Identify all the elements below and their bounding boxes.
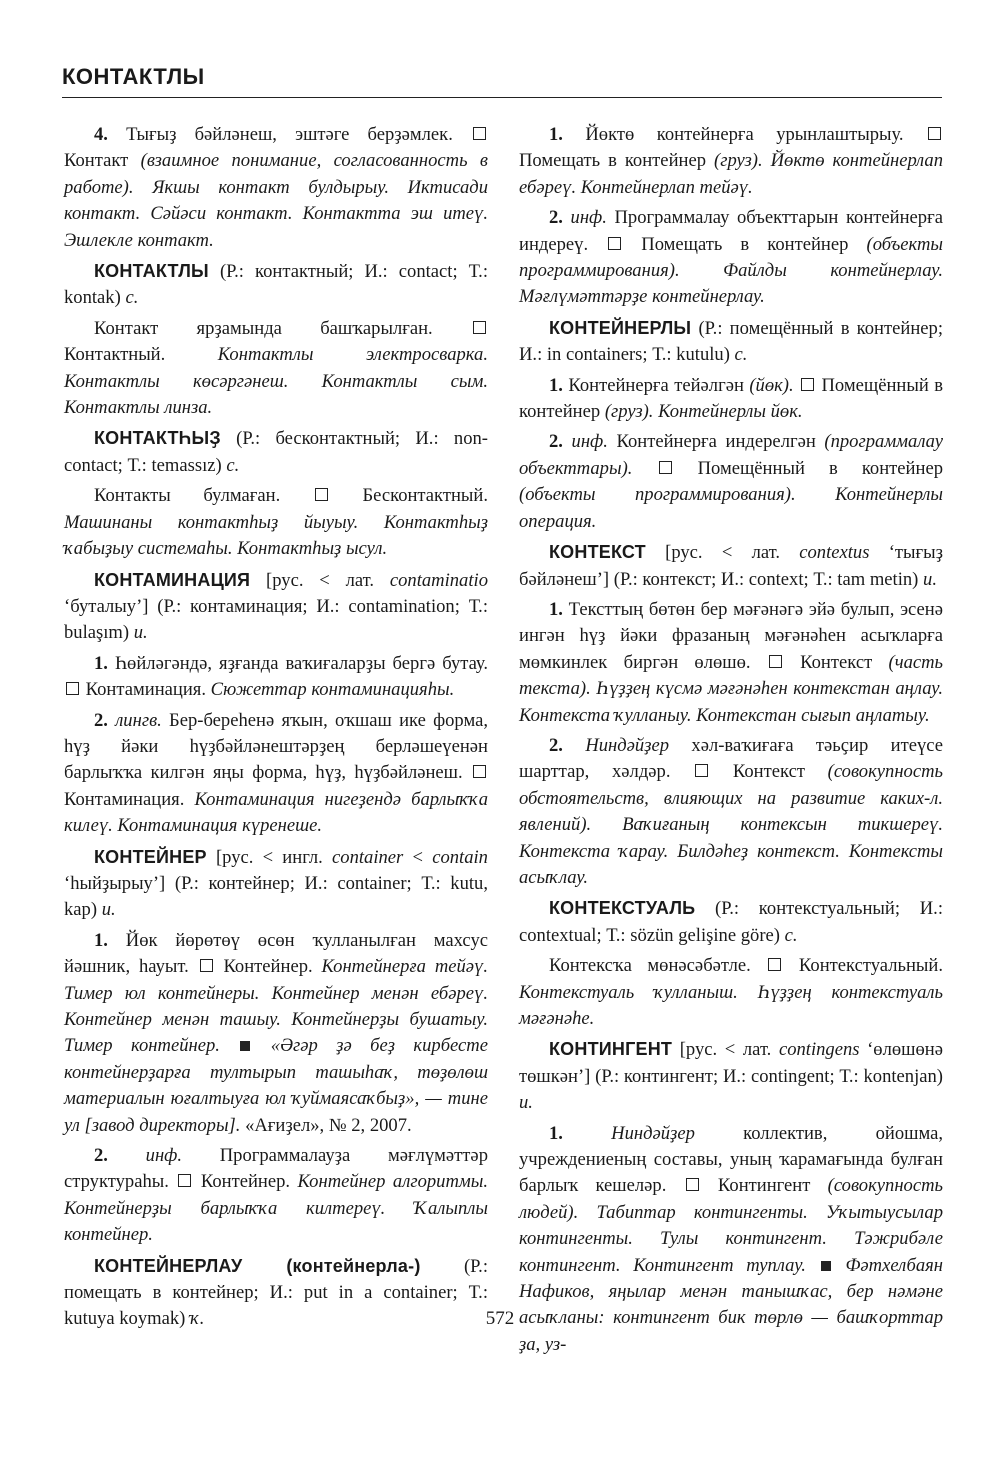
etymology: (Р.: контактный; И.: contact; Т.: kontak) [64, 261, 488, 309]
sense-paragraph [519, 953, 943, 1032]
usage-examples: Машинаны контактһыҙ йыуыу. Контактһыҙ ҡабыҙыу системаһы. Контактһыҙ ысул. [64, 511, 488, 560]
definition: Һөйләгәндә, яҙғанда ваҡиғаларҙы бергә бутау. [107, 652, 488, 674]
part-of-speech: и. [519, 1092, 533, 1114]
usage-examples: Контейнерлы йөк. [658, 401, 803, 423]
definition-note: (программалау объекттары). [519, 431, 943, 479]
headword-entry [64, 567, 488, 647]
part-of-speech: и. [133, 622, 148, 644]
russian-equivalent-marker [473, 127, 486, 140]
quotation: «Әгәр ҙә беҙ кирбесте контейнерҙарға тултырып ташыһаҡ, төҙөлөш материалын юғалтыуға юл ҡуймаясаҡбыҙ», — тине ул [завод директоры]. [64, 1035, 488, 1136]
etymon: contain [432, 846, 488, 868]
usage-examples: Контекстуаль ҡулланыш. Һүҙҙең контекстуаль мәғәнәһе. [519, 981, 943, 1029]
usage-examples: Контейнер алгоритмы. Контейнерҙы барлыҡҡа килтереү. Ҡалыплы контейнер. [64, 1171, 488, 1246]
russian-equivalent: Контаминация. [85, 679, 207, 701]
header-rule [62, 97, 942, 98]
russian-equivalent: Контаминация. [64, 788, 185, 810]
russian-equivalent: Контекст [732, 761, 805, 783]
etymology: (Р.: бесконтактный; И.: non-contact; Т.: temassız) [64, 428, 488, 476]
etymon: contextus [799, 542, 870, 564]
sense-number: 4. [94, 124, 108, 145]
quotation-source: «Ағиҙел», № 2, 2007. [240, 1114, 412, 1136]
russian-equivalent-marker [200, 959, 213, 972]
sense-number: 2. [549, 734, 563, 756]
russian-equivalent: Помещённый в контейнер [697, 457, 944, 479]
spacer [632, 458, 656, 479]
russian-equivalent: Контейнер. [200, 1171, 291, 1193]
headword-entry [519, 539, 943, 593]
russian-equivalent: Помещать в контейнер [519, 150, 707, 172]
russian-equivalent: Контекстуальный. [798, 955, 943, 977]
definition: Программалау объекттарын контейнерға индереү. [519, 207, 943, 255]
headword-entry [64, 258, 488, 312]
definition: хәл-ваҡиғаға тәьҫир итеүсе шарттар, хәлдәр. [519, 734, 944, 783]
usage-examples: Һүҙҙең күсмә мәғәнәһен контекстан аңлау. Контекста ҡулланыу. Контекстан сығып аңлатыу. [519, 678, 943, 726]
etymology: < [403, 846, 433, 868]
usage-examples: Сюжеттар контаминацияһы. [206, 679, 455, 701]
etymon: contaminatio [389, 569, 488, 591]
definition: Контейнерға тейәлгән [562, 374, 750, 396]
sense-paragraph [64, 316, 488, 422]
etymology: [рус. < лат. [672, 1039, 779, 1061]
usage-label: инф. [107, 1145, 183, 1167]
etymology: (Р.: контекстуальный; И.: contextual; Т.: sözün gelişine göre) [519, 898, 943, 946]
definition: коллектив, ойошма, учреждениеның составы, уның ҡарамағында булған барлыҡ кешеләр. [519, 1122, 943, 1197]
headword: КОНТЕЙНЕРЛЫ [549, 317, 692, 338]
definition: Йөктө контейнерға урынлаштырыу. [562, 124, 926, 145]
part-of-speech: и. [101, 899, 116, 921]
headword: КОНТЕКСТ [549, 542, 646, 563]
sense-number: 1. [549, 1122, 563, 1144]
etymology: [рус. < лат. [250, 569, 390, 591]
usage-examples: Контаминация нигеҙендә барлыҡҡа килеү. Контаминация күренеше. [64, 788, 488, 837]
sense-number: 1. [549, 598, 563, 620]
russian-equivalent: Помещённый в контейнер [519, 374, 943, 423]
usage-label: инф. [562, 207, 607, 229]
part-of-speech: с. [784, 924, 798, 946]
sense-number: 1. [549, 374, 563, 396]
russian-equivalent: Контактный. [64, 344, 166, 366]
headword: КОНТАКТЛЫ [94, 261, 209, 282]
usage-label: инф. [562, 431, 608, 453]
russian-equivalent-marker [608, 237, 621, 250]
headword-entry [519, 895, 943, 949]
russian-equivalent-marker [768, 958, 781, 971]
russian-equivalent-marker [473, 321, 486, 334]
italic-lead: Ниндәйҙер [562, 734, 670, 756]
quotation: Фәтхелбаян Нафиков, яңылар менән танышҡас, бер нәмәне асыҡланы: контингент бик төрлө — башҡорттар ҙа, уз- [519, 1254, 943, 1355]
page-number: 572 [485, 1308, 515, 1329]
definition: Бер-береһенә яҡын, оҡшаш ике форма, һүҙ йәки һүҙбәйләнештәрҙең берләшеүенән барлыҡҡа килгән яңы форма, һүҙ, һүҙбәйләнеш. [64, 709, 488, 784]
sense-number: 2. [549, 207, 563, 229]
left-column [64, 122, 488, 1337]
sense-number: 1. [549, 124, 563, 145]
definition: Программалауҙа мәғлүмәттәр структураһы. [64, 1145, 488, 1193]
usage-examples: Контактлы электросварка. Контактлы көсәргәнеш. Контактлы сым. Контактлы линза. [64, 344, 488, 419]
part-of-speech: с. [734, 344, 748, 366]
definition: Контексҡа мөнәсәбәтле. [549, 955, 767, 977]
headword-stem: (контейнерла-) [242, 1255, 421, 1276]
etymology: (Р.: помещённый в контейнер; И.: in containers; Т.: kutulu) [519, 317, 943, 366]
headword-entry [64, 425, 488, 479]
sense-paragraph [519, 373, 943, 426]
usage-label: лингв. [107, 709, 162, 731]
headword: КОНТИНГЕНТ [549, 1039, 673, 1060]
sense-paragraph [519, 122, 943, 201]
russian-equivalent-marker [473, 765, 486, 778]
italic-lead: Ниндәйҙер [562, 1122, 695, 1144]
usage-examples: Контейнерлы операция. [519, 484, 943, 532]
russian-equivalent-marker [659, 461, 672, 474]
sense-paragraph [64, 483, 488, 562]
etymology: ‘өлөшөнә төшкән’] (Р.: контингент; И.: contingent; Т.: kontenjan) [519, 1039, 943, 1087]
headword-entry [64, 844, 488, 924]
sense-paragraph [64, 122, 488, 254]
russian-note: (взаимное понимание, согласованность в работе). [64, 150, 488, 198]
part-of-speech: и. [923, 568, 937, 590]
definition: Тексттың бөтөн бер мәғәнәгә эйә булып, эсенә ингән һүҙ йәки фразаның мәғәнәһен асыҡларға мөмкинлек биргән өлөшө. [519, 598, 943, 673]
sense-paragraph [64, 708, 488, 840]
russian-note: (объекты программирования). [519, 484, 836, 506]
russian-equivalent: Контингент [717, 1175, 811, 1197]
sense-paragraph [64, 928, 488, 1139]
definition: Йөк йөрөтөү өсөн ҡулланылған махсус йәшник, һауыт. [64, 929, 488, 978]
right-column [519, 122, 943, 1362]
headword: КОНТЕКСТУАЛЬ [549, 898, 696, 919]
headword: КОНТЕЙНЕРЛАУ [94, 1255, 243, 1276]
etymology: ‘буталыу’] (Р.: контаминация; И.: contamination; Т.: bulaşım) [64, 595, 488, 644]
etymology: [рус. < лат. [645, 542, 800, 564]
definition: Контакт ярҙамында башҡарылған. [94, 317, 471, 339]
russian-note: (часть текста). [519, 651, 944, 700]
part-of-speech: с. [125, 287, 139, 309]
russian-equivalent: Контакт [64, 150, 129, 172]
russian-equivalent: Бесконтактный. [362, 485, 488, 507]
russian-equivalent-marker [178, 1174, 191, 1187]
russian-equivalent-marker [686, 1178, 699, 1191]
sense-paragraph [64, 1143, 488, 1249]
russian-equivalent: Помещать в контейнер [641, 233, 849, 255]
headword-entry [519, 1036, 943, 1116]
part-of-speech: ҡ. [190, 1308, 205, 1330]
russian-note: (совокупность обстоятельств, влияющих на развитие каких-л. явлений). [519, 761, 943, 836]
definition: Контакты булмаған. [94, 485, 313, 507]
etymon: container [332, 846, 404, 868]
definition: Тығыҙ бәйләнеш, эштәге берҙәмлек. [107, 124, 471, 145]
russian-equivalent: Контейнер. [223, 956, 313, 978]
part-of-speech: с. [226, 454, 240, 476]
russian-equivalent-marker [695, 764, 708, 777]
usage-examples: Файлды контейнерлау. Мәғлүмәттәрҙе контейнерлау. [519, 260, 943, 308]
russian-equivalent-marker [315, 488, 328, 501]
usage-examples: Табиптар контингенты. Уҡытыусылар контингенты. Тулы контингент. Тәжрибәле контингент. Контингент туплау. [519, 1201, 943, 1276]
sense-number: 1. [94, 652, 108, 674]
etymology: ‘һыйҙырыу’] (Р.: контейнер; И.: container; Т.: kutu, kap) [64, 872, 488, 921]
definition: Контейнерға индерелгән [607, 431, 825, 453]
headword: КОНТАКТҺЫҘ [94, 428, 221, 449]
russian-note: (груз). [706, 150, 771, 172]
sense-paragraph [64, 651, 488, 704]
quotation-marker [240, 1041, 250, 1051]
russian-equivalent-marker [769, 655, 782, 668]
sense-paragraph [519, 597, 943, 729]
usage-examples: Контейнерға тейәү. Тимер юл контейнеры. Контейнер менән ебәреү. Контейнер менән ташыу. Контейнерҙы бушатыу. Тимер контейнер. [64, 956, 489, 1057]
russian-note: (совокупность людей). [519, 1175, 943, 1223]
etymology: [рус. < ингл. [206, 846, 333, 868]
running-head: КОНТАКТЛЫ [62, 64, 205, 89]
russian-equivalent: Контекст [800, 651, 873, 673]
etymology: (Р.: помещать в контейнер; И.: put in a container; Т.: kutuya koymak) [64, 1255, 488, 1330]
sense-number: 2. [549, 431, 563, 453]
sense-number: 1. [94, 929, 108, 951]
headword: КОНТАМИНАЦИЯ [94, 569, 251, 590]
russian-equivalent-marker [928, 127, 941, 140]
russian-note: (груз). [600, 401, 659, 423]
russian-equivalent-marker [801, 378, 814, 391]
spacer [794, 375, 799, 396]
definition-note: (йөк). [749, 374, 794, 396]
sense-paragraph [519, 733, 943, 891]
usage-examples: Йөктө контейнерлап ебәреү. Контейнерлап тейәү. [519, 150, 943, 198]
quotation-marker [821, 1261, 831, 1271]
etymon: contingens [778, 1039, 860, 1061]
russian-equivalent-marker [66, 682, 79, 695]
sense-number: 2. [94, 709, 108, 731]
headword: КОНТЕЙНЕР [94, 846, 207, 867]
headword-entry [519, 315, 943, 369]
sense-number: 2. [94, 1145, 108, 1167]
usage-examples: Якшы контакт булдырыу. Иктисади контакт. Сәйәси контакт. Контактта эш итеү. Эшлекле контакт. [64, 176, 489, 251]
usage-examples: Ваҡиғаның контексын тикшереү. Контекста ҡарау. Билдәһеҙ контекст. Контексты асыҡлау. [519, 814, 943, 888]
sense-paragraph [519, 429, 943, 535]
sense-paragraph [519, 205, 943, 311]
etymology: ‘тығыҙ бәйләнеш’] (Р.: контекст; И.: context; Т.: tam metin) [519, 542, 943, 590]
russian-note: (объекты программирования). [519, 233, 944, 282]
